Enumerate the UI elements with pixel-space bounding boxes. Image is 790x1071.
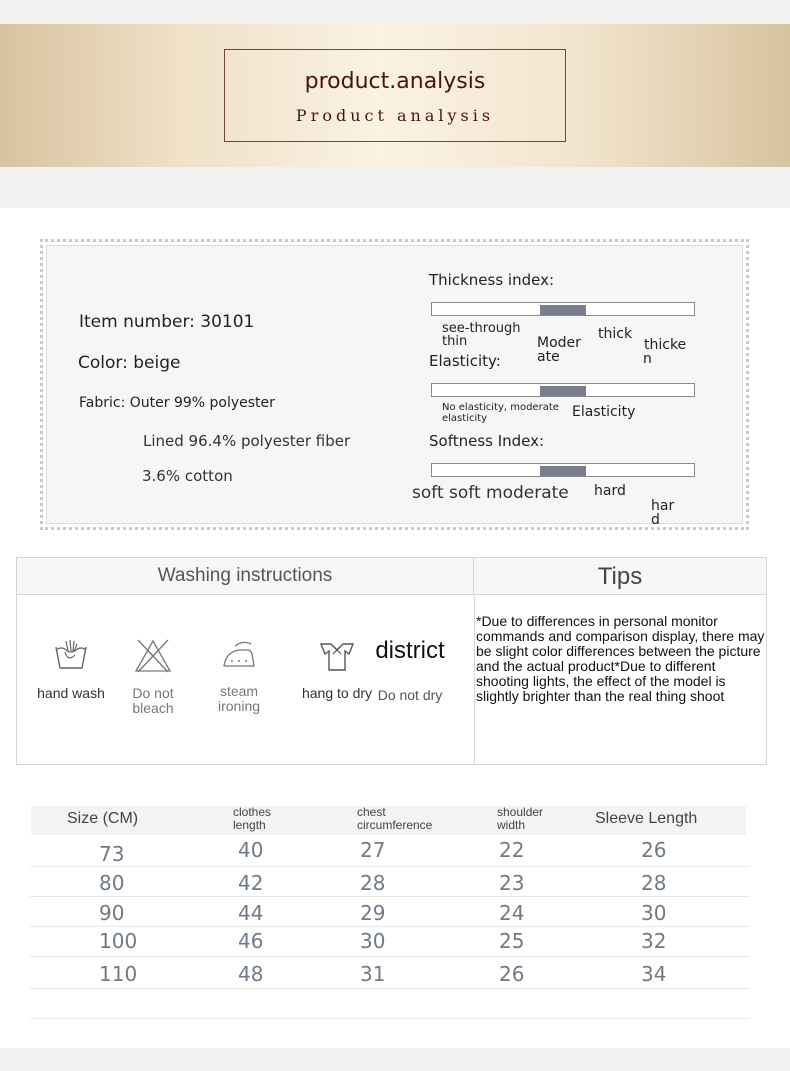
wash-label-hand-wash: hand wash	[37, 685, 105, 701]
hang-dry-icon	[317, 638, 357, 674]
color-info: Color: beige	[78, 353, 181, 373]
elasticity-label-1: No elasticity, moderate	[442, 402, 559, 413]
thickness-marker	[540, 305, 586, 315]
cell-sleeve: 28	[641, 871, 667, 895]
elasticity-label-2: elasticity	[442, 413, 488, 424]
hand-wash-icon	[53, 638, 89, 672]
cell-clothes-length: 42	[238, 871, 264, 895]
cell-shoulder: 24	[499, 901, 525, 925]
cell-clothes-length: 46	[238, 929, 264, 953]
cell-shoulder: 25	[499, 929, 525, 953]
wash-label-hang-dry: hang to dry	[301, 685, 373, 701]
cell-clothes-length: 40	[238, 838, 264, 862]
thickness-bar	[431, 302, 695, 316]
table-row	[30, 867, 750, 897]
product-info-inner	[46, 245, 743, 528]
cell-size: 100	[99, 929, 138, 953]
cell-shoulder: 22	[499, 838, 525, 862]
cell-sleeve: 26	[641, 838, 667, 862]
table-row	[30, 957, 750, 989]
cell-chest: 31	[360, 962, 386, 986]
banner-title: product.analysis	[304, 69, 486, 94]
table-row-empty	[30, 989, 750, 1019]
banner-subtitle: Product analysis	[295, 106, 495, 125]
thickness-label-moderate: Moder	[537, 335, 581, 351]
bottom-strip	[0, 1048, 790, 1071]
wash-item-no-bleach	[122, 638, 184, 716]
iron-icon	[221, 638, 257, 672]
table-row	[30, 837, 750, 867]
wash-district-heading: district	[375, 637, 445, 664]
top-strip	[0, 0, 790, 24]
softness-label-soft: soft soft moderate	[412, 483, 569, 503]
washing-divider	[474, 595, 475, 765]
cell-sleeve: 30	[641, 901, 667, 925]
cell-shoulder: 23	[499, 871, 525, 895]
washing-section	[16, 557, 767, 765]
thickness-label-thicker: thicke	[644, 337, 687, 353]
wash-label-do-not-dry: Do not dry	[377, 687, 443, 703]
wash-label-no-bleach-1: Do not	[132, 685, 174, 701]
cell-sleeve: 34	[641, 962, 667, 986]
wash-item-hand-wash	[33, 638, 109, 701]
wash-label-steam-2: ironing	[217, 698, 261, 714]
no-bleach-icon	[134, 638, 172, 674]
cell-chest: 27	[360, 838, 386, 862]
wash-item-steam-ironing	[209, 638, 269, 714]
tips-title: Tips	[474, 558, 766, 595]
header-shoulder-1: shoulder	[497, 805, 544, 819]
elasticity-label-3: Elasticity	[572, 404, 636, 420]
fabric-cotton: 3.6% cotton	[142, 467, 233, 485]
header-clothes-length-2: length	[233, 818, 266, 832]
cell-clothes-length: 48	[238, 962, 264, 986]
cell-chest: 28	[360, 871, 386, 895]
cell-chest: 30	[360, 929, 386, 953]
cell-shoulder: 26	[499, 962, 525, 986]
header-banner	[0, 24, 790, 167]
header-chest-1: chest	[357, 805, 386, 819]
thickness-title: Thickness index:	[429, 271, 554, 289]
softness-label-hard: hard	[594, 483, 626, 499]
elasticity-marker	[540, 386, 586, 396]
fabric-outer: Fabric: Outer 99% polyester	[79, 395, 275, 411]
thickness-label-moderate-2: ate	[537, 349, 560, 365]
tips-text: *Due to differences in personal monitor commands and comparison display, there may be slight color differences between the picture and the actual product*Due to different shooting lights, the effect of the model is slightly brighter than the real thing shoot	[476, 613, 765, 704]
thickness-label-thin-2: thin	[442, 334, 468, 349]
cell-chest: 29	[360, 901, 386, 925]
size-table-header	[31, 806, 746, 835]
cell-clothes-length: 44	[238, 901, 264, 925]
softness-bar	[431, 463, 695, 477]
elasticity-bar	[431, 383, 695, 397]
thickness-label-thin: see-through	[442, 321, 521, 336]
cell-size: 73	[99, 842, 125, 866]
cell-size: 90	[99, 901, 125, 925]
header-chest-2: circumference	[357, 818, 433, 832]
cell-sleeve: 32	[641, 929, 667, 953]
banner-frame	[224, 49, 566, 142]
wash-label-steam-1: steam	[219, 683, 259, 699]
banner-underband	[0, 167, 790, 208]
washing-title: Washing instructions	[17, 558, 474, 595]
thickness-label-thicker-2: n	[643, 351, 652, 367]
softness-label-harder-2: d	[651, 512, 660, 528]
table-row	[30, 897, 750, 927]
wash-label-no-bleach-2: bleach	[132, 700, 174, 716]
fabric-lined: Lined 96.4% polyester fiber	[143, 432, 351, 450]
header-sleeve: Sleeve Length	[595, 810, 698, 827]
softness-title: Softness Index:	[429, 432, 545, 450]
elasticity-title: Elasticity:	[429, 352, 501, 370]
cell-size: 110	[99, 962, 138, 986]
header-clothes-length-1: clothes	[233, 805, 272, 819]
header-size: Size (CM)	[67, 810, 139, 827]
header-shoulder-2: width	[497, 818, 526, 832]
product-info-panel	[40, 239, 749, 530]
cell-size: 80	[99, 871, 125, 895]
item-number: Item number: 30101	[79, 312, 255, 332]
table-row	[30, 927, 750, 957]
softness-label-harder: har	[651, 498, 675, 514]
softness-marker	[540, 466, 586, 476]
thickness-label-thick: thick	[598, 326, 633, 342]
wash-item-do-not-dry	[367, 636, 453, 703]
